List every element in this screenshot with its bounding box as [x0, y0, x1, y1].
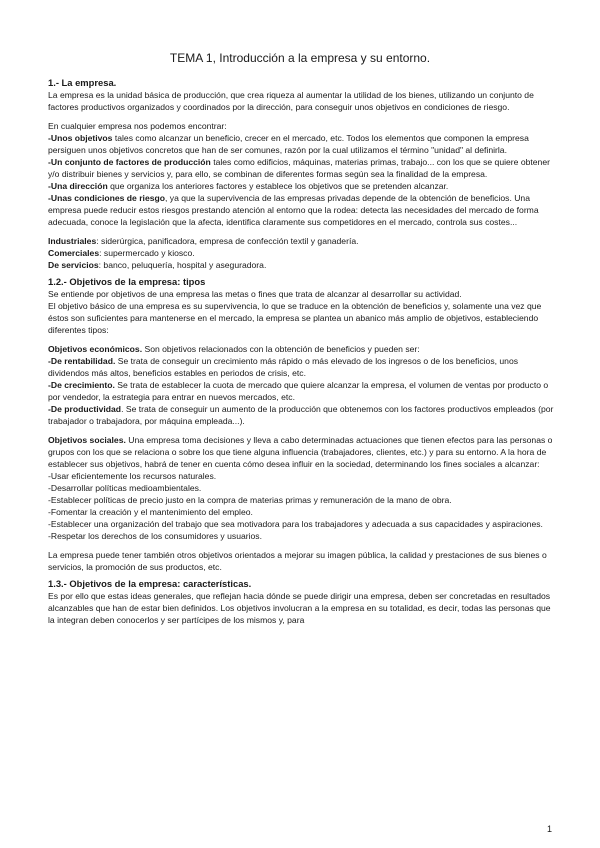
section-heading-2: 1.2.- Objetivos de la empresa: tipos [48, 276, 206, 287]
document-title: TEMA 1, Introducción a la empresa y su entorno. [169, 51, 431, 65]
list-item: -De productividad. Se trata de conseguir un aumento de la producción que obtenemos con los factores productivos empleados (por trabajador o trabajadora, por máquina empleada...). [48, 404, 554, 426]
paragraph: La empresa es la unidad básica de producción, que crea riqueza al aumentar la utilidad de los bienes, utilizando un conjunto de factores productivos organizados y coordinados por la dirección, para conseguir unos objetivos en condiciones de riesgo. [48, 90, 534, 112]
paragraph: Objetivos económicos. Son objetivos relacionados con la obtención de beneficios y pueden ser: [48, 344, 420, 354]
list-item: -Desarrollar políticas medioambientales. [48, 483, 202, 493]
list-item: Industriales: siderúrgica, panificadora, empresa de confección textil y ganadería. [48, 236, 359, 246]
paragraph: El objetivo básico de una empresa es su supervivencia, lo que se traduce en la obtención de beneficios y, solamente una vez que éstos son suficientes para mantenerse en el mercado, la empresa se plantea un abanico más amplio de objetivos, estableciendo diferentes tipos: [48, 301, 542, 335]
list-item: -Unos objetivos tales como alcanzar un beneficio, crecer en el mercado, etc. Todos los elementos que componen la empresa persiguen unos objetivos concretos que han de ser comunes, razón por la cual utilizamos el término "unidad" al definirla. [48, 133, 529, 155]
list-item: -Respetar los derechos de los consumidores y usuarios. [48, 531, 262, 541]
section-heading-1: 1.- La empresa. [48, 77, 117, 88]
list-item: -Unas condiciones de riesgo, ya que la supervivencia de las empresas privadas depende de la obtención de beneficios. Una empresa puede reducir estos riesgos prestando atención al entorno que la rodea: detecta las necesidades del mercado de forma adecuada, conoce la legislación que la afecta, identifica claramente sus competidores en el mercado, controla sus costes... [48, 193, 539, 227]
list-item: -Fomentar la creación y el mantenimiento del empleo. [48, 507, 253, 517]
paragraph: Es por ello que estas ideas generales, que reflejan hacia dónde se puede dirigir una empresa, deben ser concretadas en resultados alcanzables que han de estar bien definidos. Los objetivos involucran a la empresa en su totalidad, es decir, todas las personas que la integran deben conocerlos y ser partícipes de los mismos y, para [48, 591, 551, 625]
list-item: -Usar eficientemente los recursos naturales. [48, 471, 217, 481]
list-item: -De rentabilidad. Se trata de conseguir un crecimiento más rápido o más elevado de los ingresos o de los beneficios, unos dividendos más altos, beneficios estables en periodos de crisis, etc. [48, 356, 519, 378]
document-body [48, 76, 558, 626]
paragraph: Se entiende por objetivos de una empresa las metas o fines que trata de alcanzar al desarrollar su actividad. [48, 289, 462, 299]
list-item: Comerciales: supermercado y kiosco. [48, 248, 195, 258]
paragraph: Objetivos sociales. Una empresa toma decisiones y lleva a cabo determinadas actuaciones que tienen efectos para las personas o grupos con los que se relaciona o sobre los que tiene alguna influencia (trabajadores, clientes, etc.) y para su entorno. A la hora de establecer sus objetivos, habrá de tener en cuenta cómo desea influir en la sociedad, determinando los fines sociales a alcanzar: [48, 435, 553, 469]
paragraph: En cualquier empresa nos podemos encontrar: [48, 121, 227, 131]
paragraph: La empresa puede tener también otros objetivos orientados a mejorar su imagen pública, la calidad y prestaciones de sus bienes o servicios, la promoción de sus productos, etc. [48, 550, 547, 572]
list-item: -De crecimiento. Se trata de establecer la cuota de mercado que quiere alcanzar la empresa, el volumen de ventas por producto o por vendedor, la estrategia para entrar en nuevos mercados, etc. [48, 380, 549, 402]
list-item: -Un conjunto de factores de producción tales como edificios, máquinas, materias primas, trabajo... con los que se quiere obtener y/o distribuir bienes y servicios y, para ello, se combinan de diferentes formas según sea la finalidad de la empresa. [48, 157, 550, 179]
list-item: -Establecer políticas de precio justo en la compra de materias primas y remuneración de la mano de obra. [48, 495, 452, 505]
list-item: -Establecer una organización del trabajo que sea motivadora para los trabajadores y adecuada a sus capacidades y aspiraciones. [48, 519, 543, 529]
section-heading-3: 1.3.- Objetivos de la empresa: características. [48, 578, 252, 589]
list-item: De servicios: banco, peluquería, hospital y aseguradora. [48, 260, 267, 270]
list-item: -Una dirección que organiza los anteriores factores y establece los objetivos que se pretenden alcanzar. [48, 181, 449, 191]
page-number: 1 [546, 824, 552, 834]
